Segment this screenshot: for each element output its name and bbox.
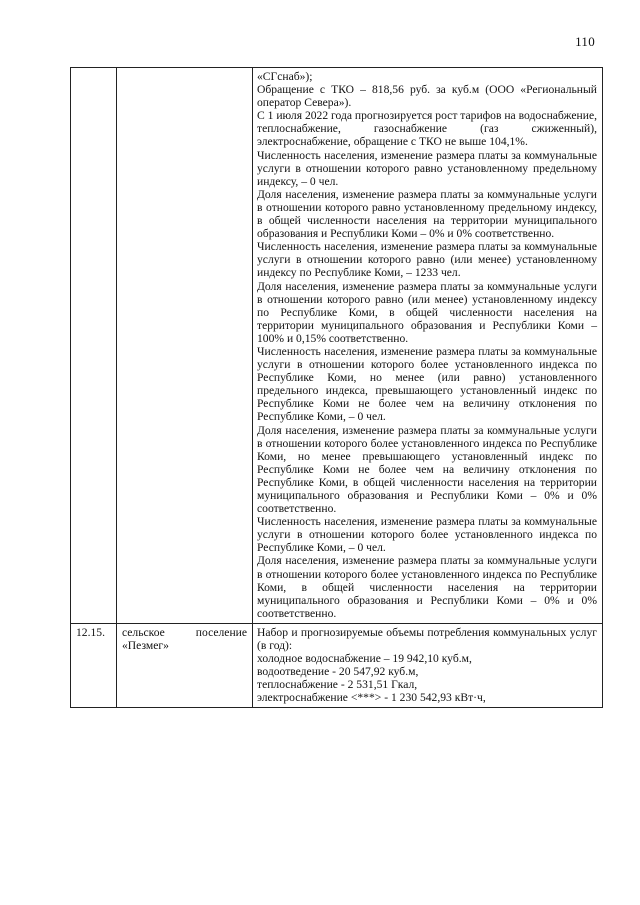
paragraph: Численность населения, изменение размера платы за коммунальные услуги в отношении которого более установленного индекса по Республике Коми, но менее (или равно) установленного предельного индекса, превышающего установленный индекс по Республике Коми не более чем на величину отклонения по Республике Коми, – 0 чел. xyxy=(257,344,597,424)
paragraph: Обращение с ТКО – 818,56 руб. за куб.м (ООО «Региональный оператор Севера»). xyxy=(257,83,597,110)
paragraph: Доля населения, изменение размера платы за коммунальные услуги в отношении которого более установленного индекса по Республике Коми, но менее превышающего установленный индекс по Республике Коми не более чем на величину отклонения по Республике Коми, в общей численности населения на территории муниципального образования и Республики Коми – 0% и 0% соответственно. xyxy=(257,423,597,516)
paragraph: теплоснабжение - 2 531,51 Гкал, xyxy=(257,678,418,692)
paragraph: холодное водоснабжение – 19 942,10 куб.м, xyxy=(257,652,472,666)
paragraph: «СГснаб»); xyxy=(257,70,313,83)
paragraph: С 1 июля 2022 года прогнозируется рост тарифов на водоснабжение, теплоснабжение, газоснабжение (газ сжиженный), электроснабжение, обращение с ТКО не выше 104,1%. xyxy=(257,109,597,149)
row-number-cell xyxy=(71,68,117,624)
row-text-cell xyxy=(253,623,603,707)
document-table xyxy=(70,67,603,708)
paragraph: электроснабжение <***> - 1 230 542,93 кВт·ч, xyxy=(257,691,486,705)
paragraph: Численность населения, изменение размера платы за коммунальные услуги в отношении которого равно установленному предельному индексу, – 0 чел. xyxy=(257,148,597,188)
page-number: 110 xyxy=(575,34,595,49)
row-name-cell: сельское поселение «Пезмег» xyxy=(117,623,253,707)
table-row xyxy=(71,623,603,707)
row-name-cell xyxy=(117,68,253,624)
row-number-cell: 12.15. xyxy=(71,623,117,707)
row-text-cell xyxy=(253,68,603,624)
paragraph: Доля населения, изменение размера платы за коммунальные услуги в отношении которого равно (или менее) установленному индексу по Республике Коми, в общей численности населения на территории муниципального образования и Республики Коми – 100% и 0,15% соответственно. xyxy=(257,279,597,345)
paragraph: Доля населения, изменение размера платы за коммунальные услуги в отношении которого более установленного индекса по Республике Коми, в общей численности населения на территории муниципального образования и Республики Коми – 0% и 0% соответственно. xyxy=(257,554,597,620)
paragraph: водоотведение - 20 547,92 куб.м, xyxy=(257,665,419,679)
paragraph: Численность населения, изменение размера платы за коммунальные услуги в отношении которого равно (или менее) установленному индексу по Республике Коми, – 1233 чел. xyxy=(257,240,597,280)
paragraph: Набор и прогнозируемые объемы потребления коммунальных услуг (в год): xyxy=(257,625,597,653)
paragraph: Численность населения, изменение размера платы за коммунальные услуги в отношении которого более установленного индекса по Республике Коми, – 0 чел. xyxy=(257,515,597,555)
paragraph: Доля населения, изменение размера платы за коммунальные услуги в отношении которого равно установленному предельному индексу, в общей численности населения на территории муниципального образования и Республики Коми – 0% и 0% соответственно. xyxy=(257,187,597,241)
table-row xyxy=(71,68,603,624)
